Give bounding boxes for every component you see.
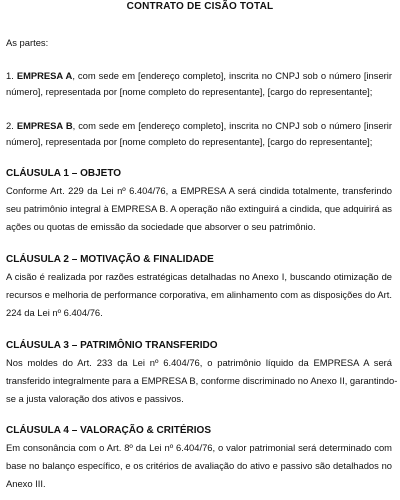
party-a-line-1: [6, 70, 392, 82]
party-b-prefix: 2.: [6, 120, 17, 131]
clause-1-heading: CLÁUSULA 1 – OBJETO: [6, 168, 122, 179]
clause-3-line-1: Nos moldes do Art. 233 da Lei nº 6.404/76, o patrimônio líquido da EMPRESA A será: [6, 357, 392, 368]
clause-1-line-2: seu patrimônio integral à EMPRESA B. A operação não extinguirá a cindida, que adquirirá as: [6, 203, 392, 214]
clause-1-line-3: ações ou quotas de emissão da sociedade que absorver o seu patrimônio.: [6, 221, 316, 232]
clause-3-line-2: transferido integralmente para a EMPRESA B, conforme discriminado no Anexo II, garantindo-: [6, 375, 398, 386]
party-a-name: EMPRESA A: [16, 70, 73, 81]
clause-2-line-3: 224 da Lei nº 6.404/76.: [6, 307, 103, 318]
party-a-prefix: 1.: [6, 70, 17, 81]
clause-2-heading: CLÁUSULA 2 – MOTIVAÇÃO & FINALIDADE: [6, 254, 214, 265]
party-b-line-1: [6, 120, 392, 132]
clause-1-line-1: Conforme Art. 229 da Lei nº 6.404/76, a EMPRESA A será cindida totalmente, transferindo: [6, 185, 392, 196]
clause-4-line-2: base no balanço específico, e os critérios de avaliação do ativo e passivo são detalhados no: [6, 460, 392, 471]
clause-2-line-1: A cisão é realizada por razões estratégicas detalhadas no Anexo I, buscando otimização de: [6, 271, 392, 282]
party-b-name: EMPRESA B: [16, 120, 73, 131]
clause-4-line-3: Anexo III.: [6, 478, 46, 489]
clause-4-heading: CLÁUSULA 4 – VALORAÇÃO & CRITÉRIOS: [6, 425, 212, 436]
party-b-line-2: número], representada por [nome completo do representante], [cargo do representante];: [6, 136, 373, 147]
clause-3-line-3: se a justa valoração dos ativos e passivos.: [6, 393, 184, 404]
clause-2-line-2: recursos e melhoria de performance corporativa, em alinhamento com as disposições do Art.: [6, 289, 392, 300]
parties-intro: As partes:: [6, 37, 49, 48]
clause-3-heading: CLÁUSULA 3 – PATRIMÔNIO TRANSFERIDO: [6, 340, 218, 351]
document-title: CONTRATO DE CISÃO TOTAL: [126, 1, 274, 12]
party-b-text-1: , com sede em [endereço completo], inscrita no CNPJ sob o número [inserir: [72, 120, 392, 131]
clause-4-line-1: Em consonância com o Art. 8º da Lei nº 6.404/76, o valor patrimonial será determinado com: [6, 442, 392, 453]
party-a-line-2: número], representada por [nome completo do representante], [cargo do representante];: [6, 86, 373, 97]
party-a-text-1: , com sede em [endereço completo], inscrita no CNPJ sob o número [inserir: [72, 70, 392, 81]
